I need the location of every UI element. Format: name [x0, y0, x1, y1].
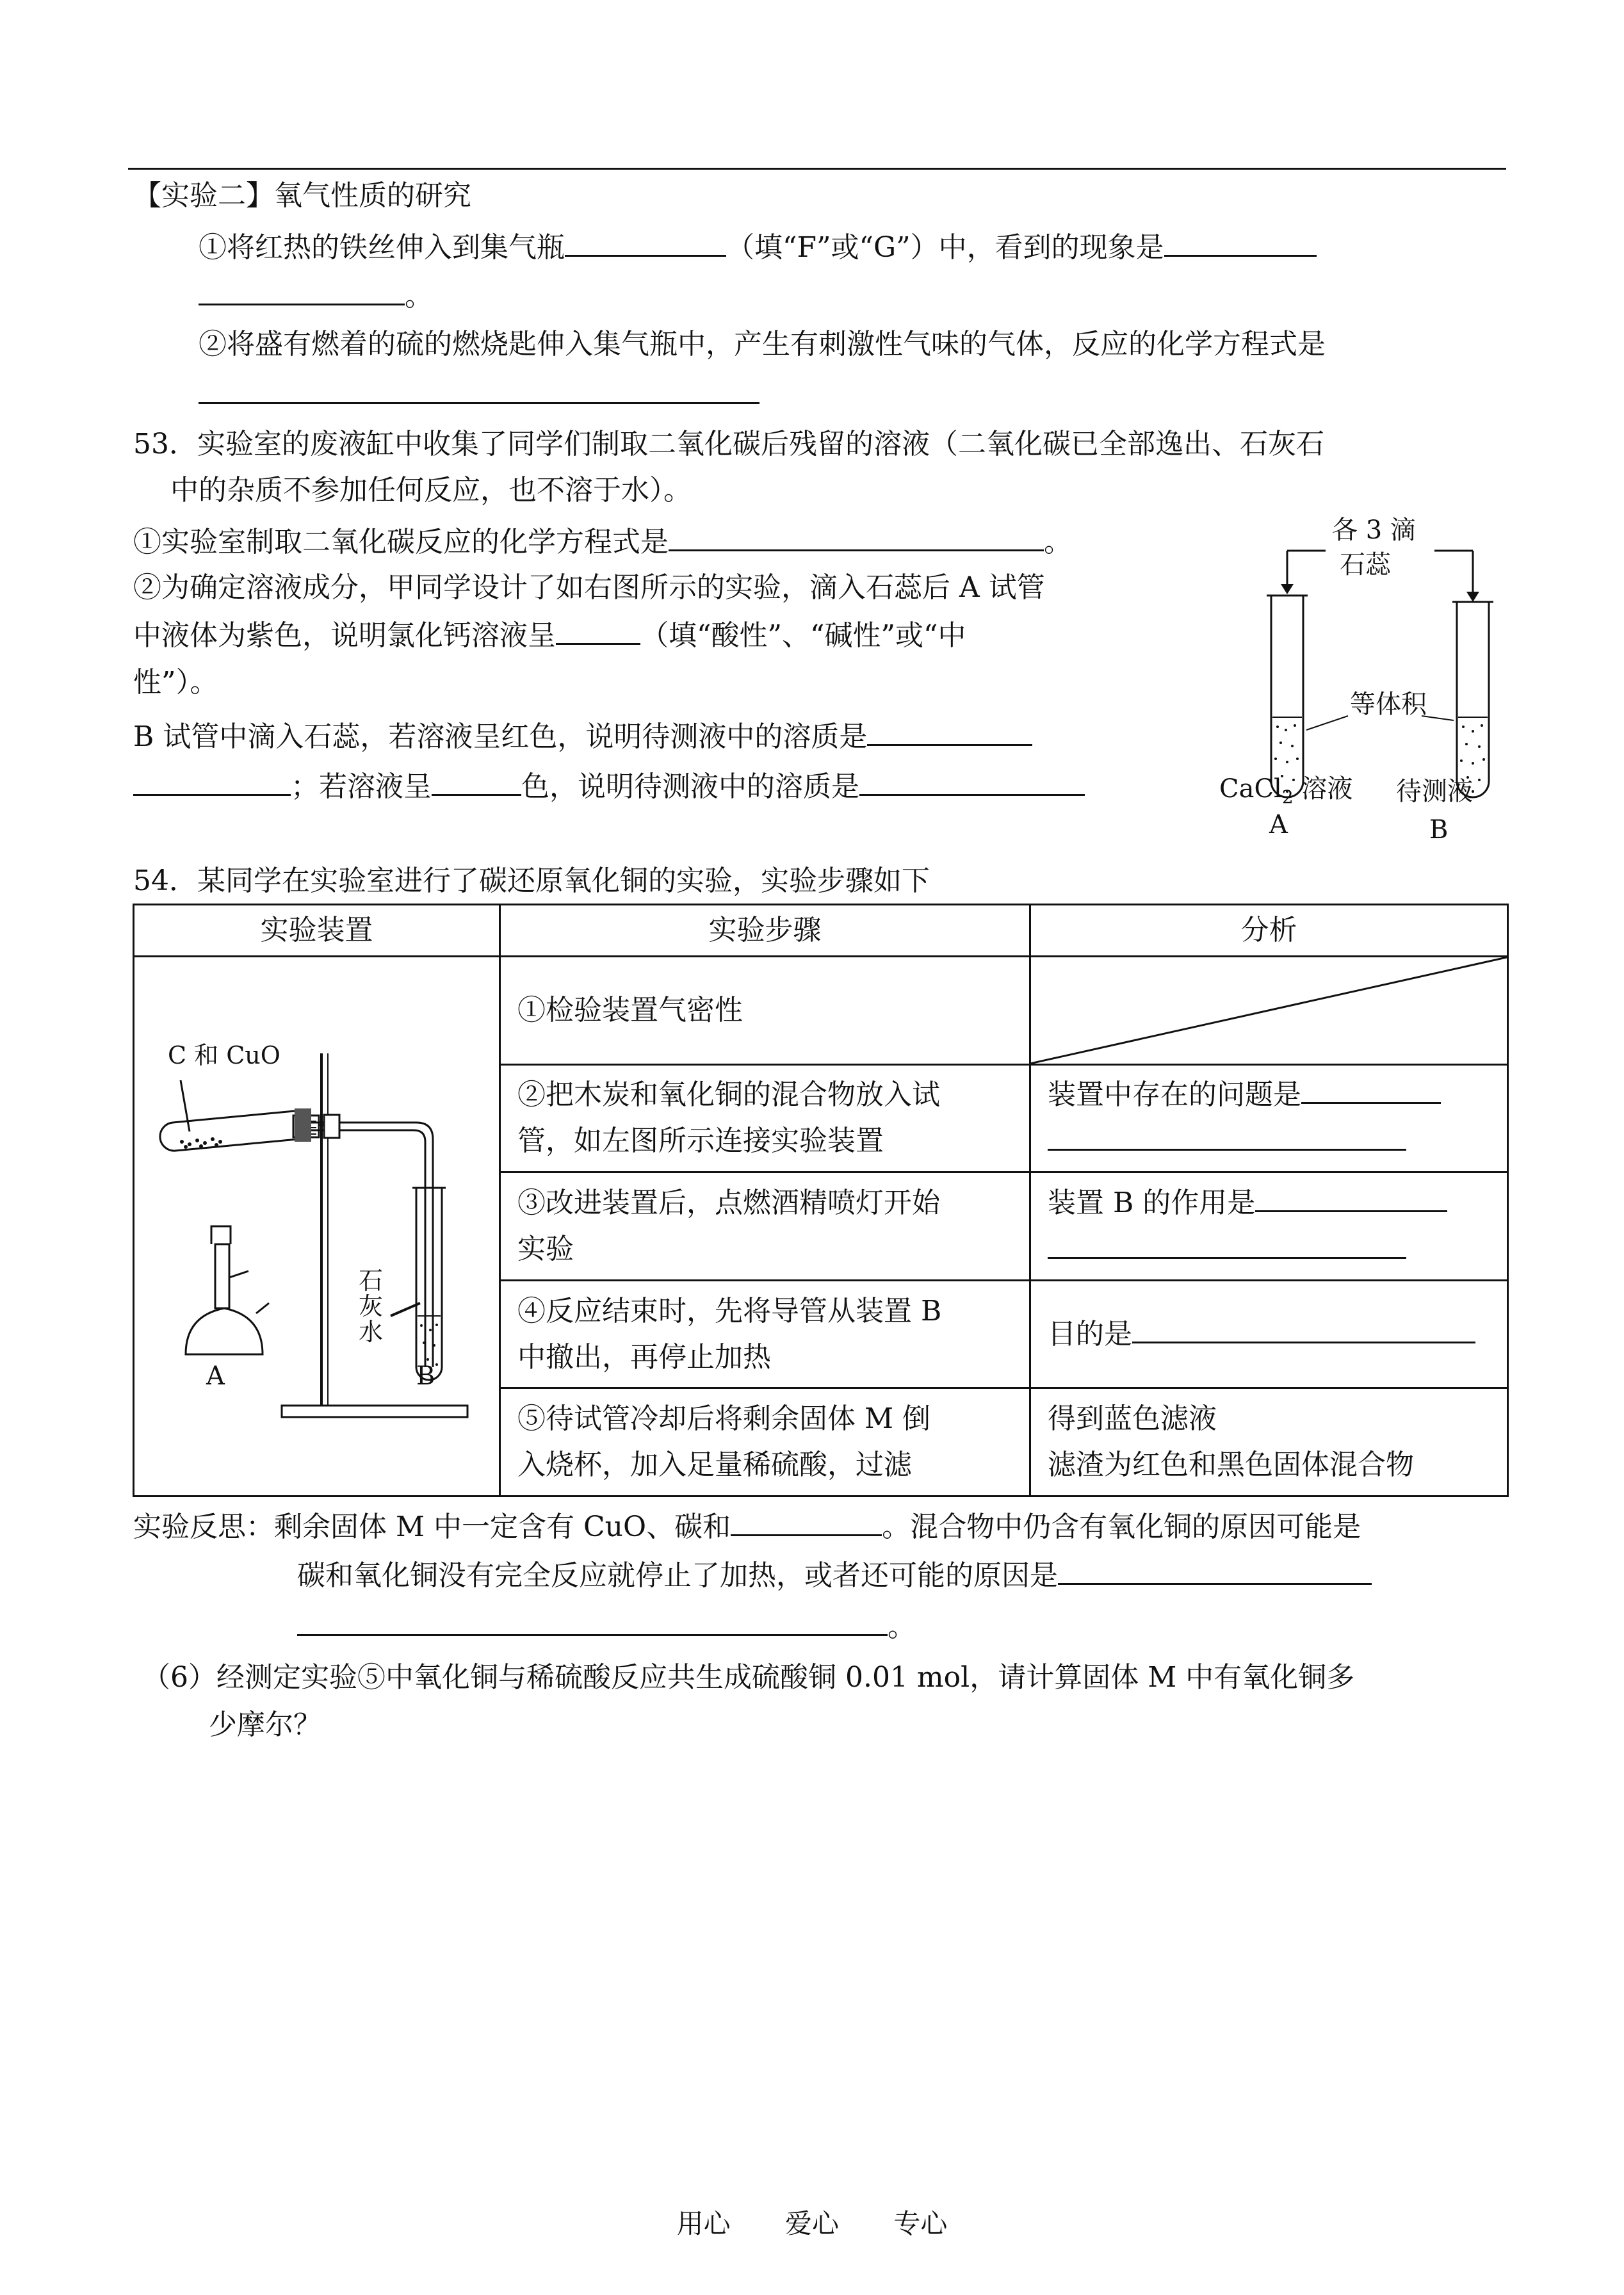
step-4: ④反应结束时，先将导管从装置 B 中撤出，再停止加热	[500, 1280, 1030, 1388]
answer-blank[interactable]	[731, 1504, 882, 1536]
exp2-q2: ②将盛有燃着的硫的燃烧匙伸入集气瓶中，产生有刺激性气味的气体，反应的化学方程式是	[199, 328, 1326, 361]
answer-blank[interactable]	[669, 519, 1044, 551]
test-tube-figure	[1204, 512, 1511, 858]
mix-label: C 和 CuO	[168, 1041, 280, 1069]
answer-blank[interactable]	[1164, 224, 1317, 257]
answer-blank[interactable]	[867, 713, 1032, 746]
apparatus-a-label: A	[206, 1361, 225, 1391]
q53-s2-line2: 中液体为紫色，说明氯化钙溶液呈 （填“酸性”、“碱性”或“中	[133, 612, 966, 659]
q53-s3-line1: B 试管中滴入石蕊，若溶液呈红色，说明待测液中的溶质是	[133, 713, 1032, 760]
tube-a-label: A	[1269, 810, 1288, 839]
answer-blank[interactable]	[859, 763, 1085, 796]
answer-blank[interactable]	[565, 224, 726, 257]
answer-blank[interactable]	[1048, 1118, 1406, 1151]
header-steps: 实验步骤	[500, 905, 1030, 957]
exp2-q1-cont: 。	[199, 273, 433, 320]
limewater-label-3: 水	[359, 1318, 384, 1346]
reflect-line2: 碳和氧化铜没有完全反应就停止了加热，或者还可能的原因是	[297, 1552, 1372, 1599]
analysis-2: 装置中存在的问题是	[1030, 1064, 1508, 1172]
tube-b-label: B	[1429, 815, 1449, 845]
answer-blank[interactable]	[432, 763, 521, 796]
header-apparatus: 实验装置	[134, 905, 500, 957]
answer-blank[interactable]	[199, 371, 759, 404]
answer-blank[interactable]	[1301, 1071, 1441, 1104]
q6-line1: （6）经测定实验⑤中氧化铜与稀硫酸反应共生成硫酸铜 0.01 mol，请计算固体 M 中有氧化铜多	[142, 1661, 1355, 1694]
step-5: ⑤待试管冷却后将剩余固体 M 倒 入烧杯，加入足量稀硫酸，过滤	[500, 1388, 1030, 1496]
apparatus-drawing	[134, 957, 501, 1495]
answer-blank[interactable]	[1058, 1552, 1372, 1585]
limewater-label-1: 石	[359, 1267, 384, 1295]
apparatus-b-label: B	[416, 1361, 435, 1391]
q54-intro: 54．某同学在实验室进行了碳还原氧化铜的实验，实验步骤如下	[133, 864, 930, 897]
answer-blank[interactable]	[199, 273, 405, 305]
apparatus-cell	[134, 957, 500, 1496]
step-1: ①检验装置气密性	[500, 957, 1030, 1065]
drops-label: 各 3 滴	[1332, 515, 1416, 545]
q6-line2: 少摩尔？	[209, 1708, 321, 1741]
footer-item: 爱心	[784, 2208, 839, 2239]
exp2-q2-answer	[199, 371, 759, 418]
equal-volume-label: 等体积	[1350, 690, 1427, 719]
answer-blank[interactable]	[297, 1603, 888, 1636]
answer-blank[interactable]	[1048, 1226, 1406, 1259]
step-2: ②把木炭和氧化铜的混合物放入试 管，如左图所示连接实验装置	[500, 1064, 1030, 1172]
drops-label-2: 石蕊	[1340, 550, 1391, 580]
q53-s2-line3: 性”）。	[133, 666, 218, 699]
reflect-line3: 。	[297, 1603, 916, 1650]
diagonal-line	[1031, 957, 1507, 1064]
tube-b-solution-label: 待测液	[1396, 777, 1473, 806]
exp2-heading: 【实验二】氧气性质的研究	[133, 179, 471, 212]
q53-s3-line2: ；若溶液呈 色，说明待测液中的溶质是	[133, 763, 1085, 810]
limewater-label-2: 灰	[359, 1292, 384, 1320]
experiment-table	[133, 904, 1509, 1497]
tube-a-solution-label: CaCl$_2$ 溶液	[1219, 774, 1353, 807]
page-footer	[0, 2203, 1624, 2241]
analysis-1-empty	[1030, 957, 1508, 1065]
answer-blank[interactable]	[133, 763, 291, 796]
answer-blank[interactable]	[1132, 1311, 1475, 1343]
analysis-3: 装置 B 的作用是	[1030, 1172, 1508, 1281]
footer-item: 专心	[893, 2208, 948, 2239]
answer-blank[interactable]	[1255, 1180, 1447, 1212]
header-rule	[128, 168, 1506, 170]
analysis-5: 得到蓝色滤液 滤渣为红色和黑色固体混合物	[1030, 1388, 1508, 1496]
analysis-4: 目的是	[1030, 1280, 1508, 1388]
header-analysis: 分析	[1030, 905, 1508, 957]
q53-s1: ①实验室制取二氧化碳反应的化学方程式是 。	[133, 519, 1072, 565]
step-3: ③改进装置后，点燃酒精喷灯开始 实验	[500, 1172, 1030, 1281]
footer-item: 用心	[676, 2208, 731, 2239]
reflect-line1: 实验反思：剩余固体 M 中一定含有 CuO、碳和 。混合物中仍含有氧化铜的原因可能是	[133, 1504, 1361, 1550]
q53-line2: 中的杂质不参加任何反应，也不溶于水）。	[170, 474, 692, 507]
answer-blank[interactable]	[556, 612, 640, 645]
q53-line1: 53．实验室的废液缸中收集了同学们制取二氧化碳后残留的溶液（二氧化碳已全部逸出、石灰石	[133, 428, 1324, 460]
q53-s2-line1: ②为确定溶液成分，甲同学设计了如右图所示的实验，滴入石蕊后 A 试管	[133, 571, 1045, 604]
exp2-q1: ①将红热的铁丝伸入到集气瓶 （填“F”或“G”）中，看到的现象是	[199, 224, 1317, 271]
